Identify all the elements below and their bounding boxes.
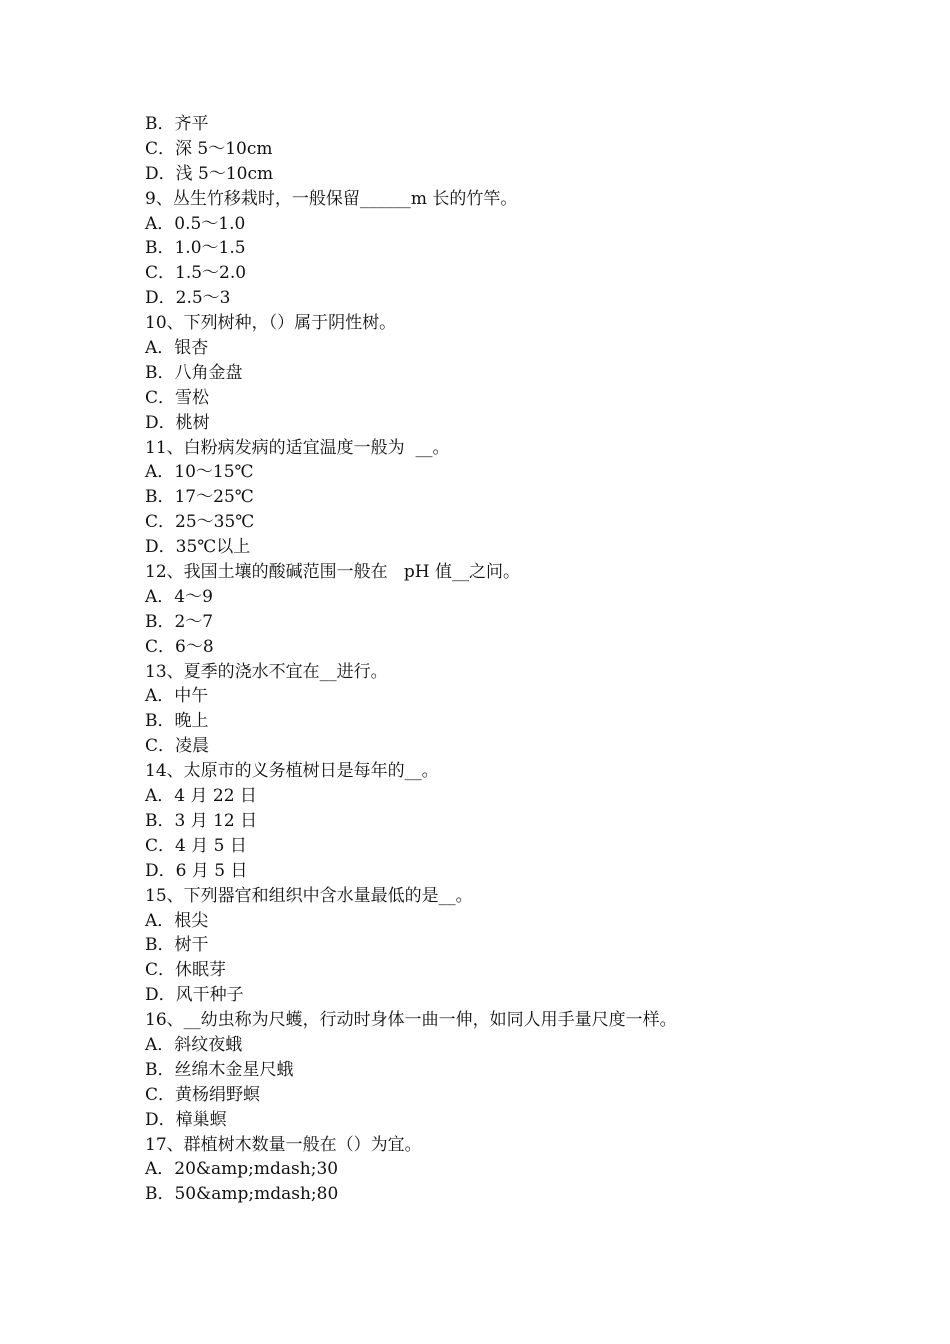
option-line: A．根尖 xyxy=(145,910,209,931)
question-line: 16、__幼虫称为尺蠖，行动时身体一曲一伸，如同人用手量尺度一样。 xyxy=(145,1010,677,1031)
question-line: 17、群植树木数量一般在（）为宜。 xyxy=(145,1134,422,1155)
question-line: 12、我国土壤的酸碱范围一般在 pH 值__之问。 xyxy=(145,562,520,583)
option-line: D．风干种子 xyxy=(145,985,244,1006)
question-line: 10、下列树种，（）属于阴性树。 xyxy=(145,313,397,334)
option-line: B．丝绵木金星尺蛾 xyxy=(145,1059,294,1080)
question-line: 11、白粉病发病的适宜温度一般为 __。 xyxy=(145,437,450,458)
question-line: 9、丛生竹移栽时，一般保留______m 长的竹竿。 xyxy=(145,188,518,209)
option-line: B．齐平 xyxy=(145,114,209,134)
question-line: 15、下列器官和组织中含水量最低的是__。 xyxy=(145,885,473,906)
question-line: 13、夏季的浇水不宜在__进行。 xyxy=(145,661,388,682)
option-line: C．黄杨绢野螟 xyxy=(145,1084,261,1105)
option-line: B．八角金盘 xyxy=(145,362,243,383)
option-line: B．树干 xyxy=(145,935,209,956)
question-line: 14、太原市的义务植树日是每年的__。 xyxy=(145,761,439,782)
option-line: A．10～15℃ xyxy=(145,462,254,483)
option-line: C．雪松 xyxy=(145,387,210,408)
option-line: C．25～35℃ xyxy=(145,512,255,533)
option-line: B．17～25℃ xyxy=(145,487,254,508)
option-line: D．6 月 5 日 xyxy=(145,860,248,881)
option-line: C．6～8 xyxy=(145,636,214,657)
option-line: A．中午 xyxy=(145,686,209,707)
option-line: D．樟巢螟 xyxy=(145,1109,227,1130)
option-line: B．1.0～1.5 xyxy=(145,238,246,259)
question-list xyxy=(145,112,845,1207)
option-line: A．20&amp;mdash;30 xyxy=(145,1159,339,1180)
option-line: D．桃树 xyxy=(145,412,210,433)
option-line: C．休眠芽 xyxy=(145,960,227,981)
option-line: C．1.5～2.0 xyxy=(145,263,247,284)
option-line: C．深 5～10cm xyxy=(145,138,273,159)
option-line: A．斜纹夜蛾 xyxy=(145,1034,243,1055)
option-line: C．凌晨 xyxy=(145,736,210,757)
option-line: A．4～9 xyxy=(145,586,213,607)
option-line: B．2～7 xyxy=(145,611,214,632)
option-line: A．银杏 xyxy=(145,338,209,359)
option-line: A．4 月 22 日 xyxy=(145,786,257,807)
option-line: B．50&amp;mdash;80 xyxy=(145,1184,339,1205)
option-line: C．4 月 5 日 xyxy=(145,835,247,856)
option-line: D．2.5～3 xyxy=(145,288,231,309)
option-line: D．35℃以上 xyxy=(145,537,251,558)
option-line: B．3 月 12 日 xyxy=(145,810,258,831)
option-line: A．0.5～1.0 xyxy=(145,213,246,234)
option-line: B．晚上 xyxy=(145,711,209,732)
option-line: D．浅 5～10cm xyxy=(145,163,274,184)
